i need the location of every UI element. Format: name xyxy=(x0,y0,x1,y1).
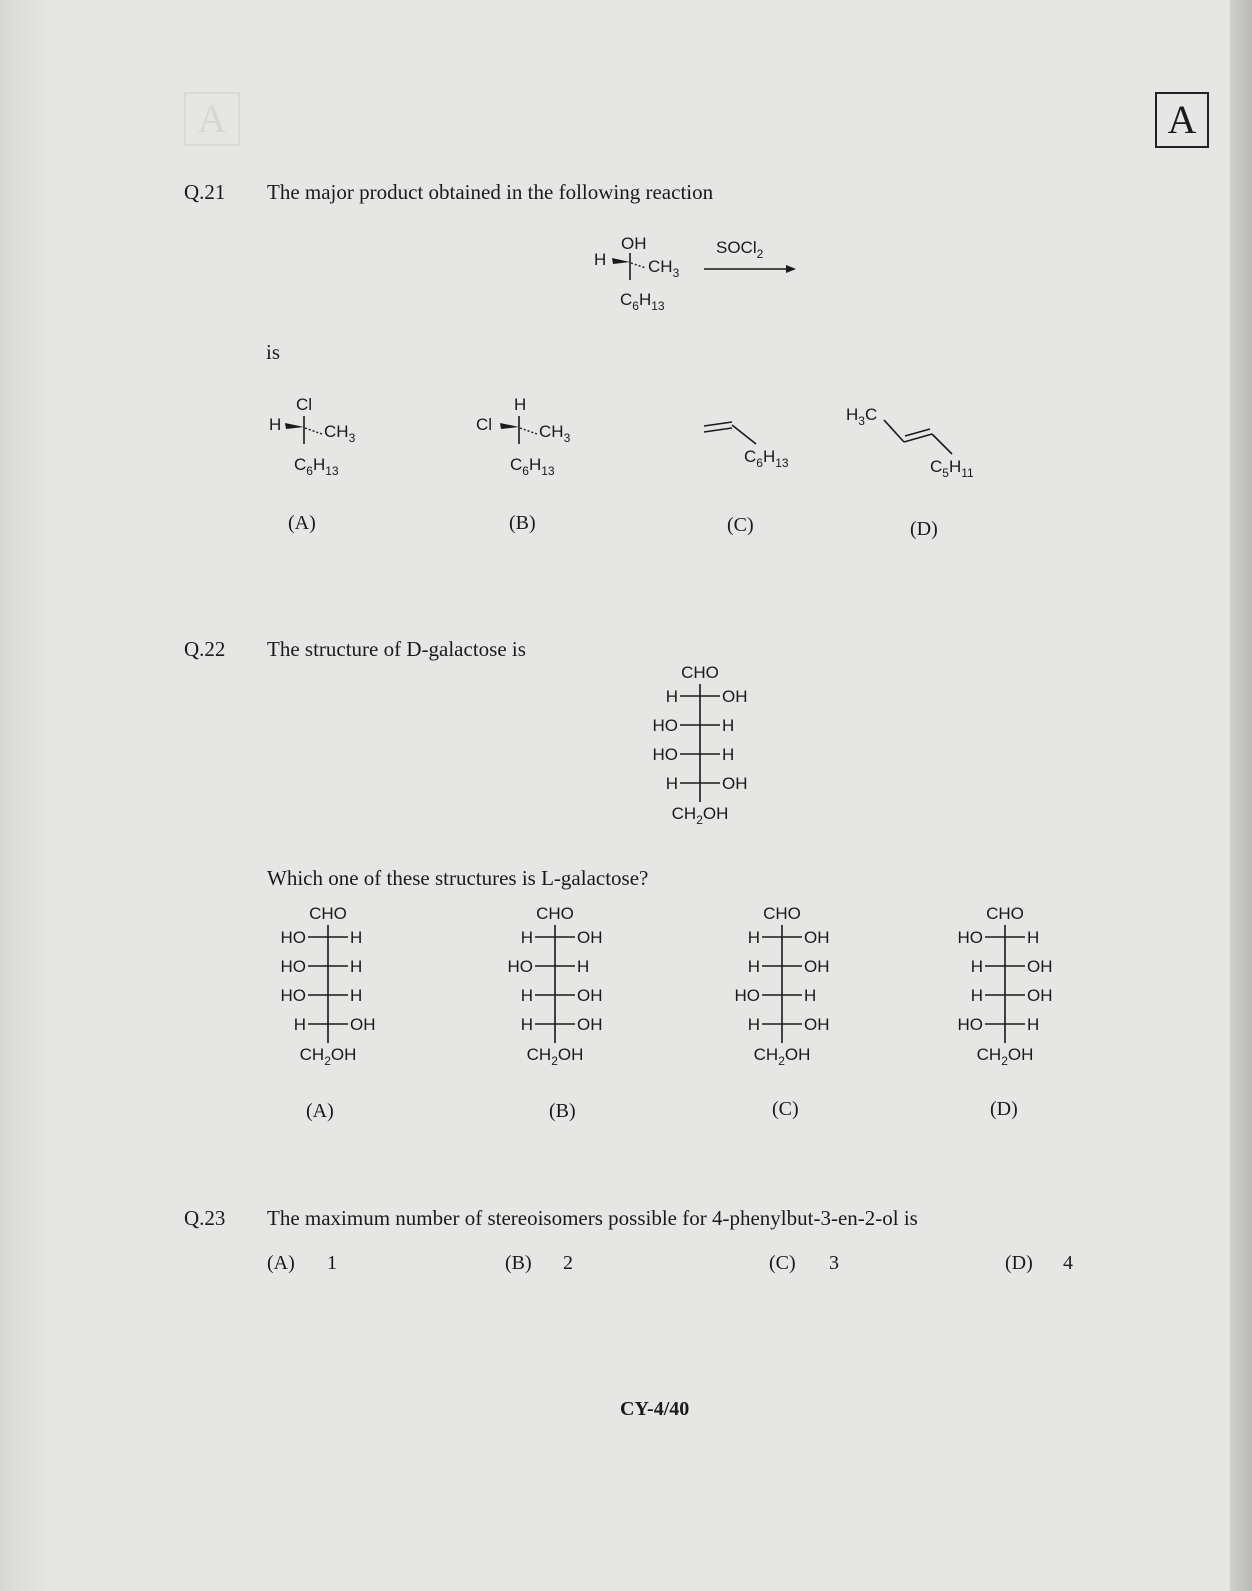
fischer-left-group: H xyxy=(970,957,983,976)
q23-option-b-value: 2 xyxy=(563,1252,573,1274)
q23-option-b-label: (B) xyxy=(505,1252,532,1274)
q21-option-b-label: (B) xyxy=(509,512,536,534)
q21-structure-d xyxy=(846,405,974,480)
fischer-bottom-ch2oh: $CH_2OH$ xyxy=(526,1045,584,1068)
fischer-left-group: HO xyxy=(280,928,306,947)
q22-option-b-label: (B) xyxy=(549,1100,576,1122)
fischer-right-group: OH xyxy=(804,957,830,976)
fischer-left-group: HO xyxy=(957,928,983,947)
fischer-left-group: HO xyxy=(957,1015,983,1034)
svg-text:CH3: $CH_3$ xyxy=(539,422,571,445)
fischer-right-group: OH xyxy=(804,1015,830,1034)
fischer-right-group: OH xyxy=(577,1015,603,1034)
question-set-box: A xyxy=(1155,92,1209,148)
fischer-right-group: H xyxy=(350,957,363,976)
svg-text:H: H xyxy=(514,395,527,414)
page-footer: CY-4/40 xyxy=(620,1398,690,1420)
q22-option-d-label: (D) xyxy=(990,1098,1018,1120)
q21-structure-a xyxy=(269,395,356,478)
q21-is: is xyxy=(266,340,281,364)
fischer-right-group: OH xyxy=(1027,986,1053,1005)
fischer-right-group: H xyxy=(722,745,735,764)
svg-text:H: H xyxy=(269,415,282,434)
fischer-d-galactose xyxy=(630,662,770,842)
page-shadow-left xyxy=(0,0,48,1591)
q23-option-d-value: 4 xyxy=(1063,1252,1073,1274)
svg-text:Cl: Cl xyxy=(476,415,493,434)
fischer-left-group: H xyxy=(293,1015,306,1034)
q23-option-c-label: (C) xyxy=(769,1252,796,1274)
fischer-right-group: H xyxy=(804,986,817,1005)
fischer-bottom-ch2oh: $CH_2OH$ xyxy=(753,1045,811,1068)
svg-text:CH3: $CH_3$ xyxy=(324,422,356,445)
q23-option-c-value: 3 xyxy=(829,1252,839,1274)
fischer-right-group: H xyxy=(577,957,590,976)
fischer-top-cho: CHO xyxy=(681,663,719,682)
q21-option-d-label: (D) xyxy=(910,518,938,540)
fischer-left-group: HO xyxy=(652,716,678,735)
fischer-right-group: H xyxy=(350,928,363,947)
fischer-left-group: H xyxy=(747,957,760,976)
reagent-socl2: SOCl$_2$ xyxy=(716,238,764,261)
q21-structure-c xyxy=(704,422,789,470)
fischer-top-cho: CHO xyxy=(309,904,347,923)
fischer-left-group: H xyxy=(970,986,983,1005)
fischer-right-group: OH xyxy=(1027,957,1053,976)
fischer-top-cho: CHO xyxy=(763,904,801,923)
fischer-top-cho: CHO xyxy=(536,904,574,923)
fischer-option-a xyxy=(258,903,398,1083)
fischer-bottom-ch2oh: $CH_2OH$ xyxy=(299,1045,357,1068)
fischer-left-group: HO xyxy=(280,986,306,1005)
fischer-right-group: H xyxy=(350,986,363,1005)
fischer-left-group: HO xyxy=(734,986,760,1005)
q23-option-a-label: (A) xyxy=(267,1252,295,1274)
fischer-right-group: OH xyxy=(577,986,603,1005)
fischer-right-group: OH xyxy=(577,928,603,947)
svg-text:C6H13: $C_6H_{13}$ xyxy=(294,455,339,478)
q21-structure-b xyxy=(476,395,571,478)
fischer-right-group: H xyxy=(1027,928,1040,947)
q23-number: Q.23 xyxy=(184,1206,226,1230)
reactant-c6h13: C xyxy=(620,290,633,309)
reactant-h: H xyxy=(594,250,607,269)
fischer-left-group: H xyxy=(520,986,533,1005)
fischer-option-b xyxy=(485,903,625,1083)
fischer-top-cho: CHO xyxy=(986,904,1024,923)
fischer-option-c xyxy=(712,903,852,1083)
fischer-left-group: H xyxy=(747,928,760,947)
fischer-left-group: H xyxy=(665,687,678,706)
fischer-right-group: H xyxy=(722,716,735,735)
q22-option-c-label: (C) xyxy=(772,1098,799,1120)
q22-question2: Which one of these structures is L-galactose? xyxy=(267,866,649,890)
reactant-ch3: CH xyxy=(648,257,673,276)
svg-text:C6H13: $C_6H_{13}$ xyxy=(620,290,665,313)
q21-text: The major product obtained in the following reaction xyxy=(267,180,714,204)
q22-number: Q.22 xyxy=(184,637,226,661)
fischer-left-group: HO xyxy=(280,957,306,976)
fischer-left-group: H xyxy=(520,928,533,947)
fischer-left-group: HO xyxy=(507,957,533,976)
q22-text: The structure of D-galactose is xyxy=(267,637,526,661)
svg-text:Cl: Cl xyxy=(296,395,313,414)
fischer-left-group: H xyxy=(665,774,678,793)
svg-text:C6H13: $C_6H_{13}$ xyxy=(510,455,555,478)
q23-option-a-value: 1 xyxy=(327,1252,337,1274)
q21-options-structures xyxy=(264,392,984,492)
svg-text:H3C: $H_3C$ xyxy=(846,405,878,428)
fischer-option-d xyxy=(935,903,1075,1083)
svg-text:C6H13: $C_6H_{13}$ xyxy=(744,447,789,470)
q22-option-a-label: (A) xyxy=(306,1100,334,1122)
fischer-left-group: H xyxy=(747,1015,760,1034)
q21-option-a-label: (A) xyxy=(288,512,316,534)
q23-text: The maximum number of stereoisomers possible for 4-phenylbut-3-en-2-ol is xyxy=(267,1206,918,1230)
page-edge-right xyxy=(1230,0,1252,1591)
q21-option-c-label: (C) xyxy=(727,514,754,536)
fischer-right-group: OH xyxy=(722,687,748,706)
svg-text:CH3: $CH_3$ xyxy=(648,257,680,280)
fischer-right-group: H xyxy=(1027,1015,1040,1034)
svg-text:C5H11: $C_5H_{11}$ xyxy=(930,457,974,480)
fischer-right-group: OH xyxy=(350,1015,376,1034)
fischer-bottom-ch2oh: $CH_2OH$ xyxy=(976,1045,1034,1068)
fischer-left-group: H xyxy=(520,1015,533,1034)
bleed-through-set-box: A xyxy=(184,92,240,146)
fischer-right-group: OH xyxy=(804,928,830,947)
q21-number: Q.21 xyxy=(184,180,226,204)
reactant-oh: OH xyxy=(621,234,647,253)
q21-reaction-scheme xyxy=(590,228,820,318)
fischer-bottom-ch2oh: $CH_2OH$ xyxy=(671,804,729,827)
q23-option-d-label: (D) xyxy=(1005,1252,1033,1274)
fischer-left-group: HO xyxy=(652,745,678,764)
fischer-right-group: OH xyxy=(722,774,748,793)
